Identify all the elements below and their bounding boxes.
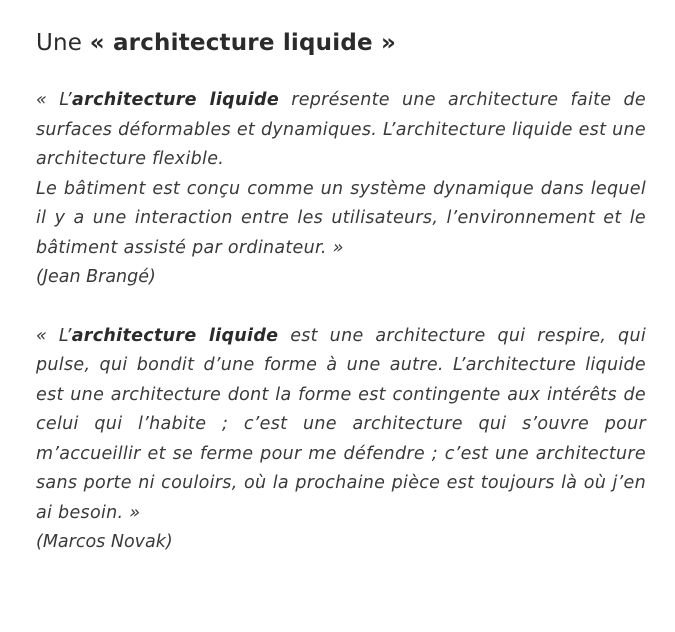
- quote-marcos-novak: [36, 322, 646, 529]
- document-page: [36, 30, 646, 558]
- title-highlight: « architecture liquide »: [89, 30, 397, 56]
- quote-jean-brange: [36, 86, 646, 175]
- quote2-emphasis: architecture liquide: [71, 325, 279, 346]
- quote1-open: « L’: [36, 90, 73, 110]
- title-prefix: Une: [36, 30, 90, 56]
- page-title: [36, 30, 646, 56]
- quote1-text: représente une architecture faite de surfaces déformables et dynamiques. L’architecture liquide est une architecture flexible.: [36, 90, 646, 169]
- quote2-text: est une architecture qui respire, qui pulse, qui bondit d’une forme à une autre. L’architecture liquide est une architecture dont la forme est contingente aux intérêts de celui qui l’habite ; c’est une architecture qui s’ouvre pour m’accueillir et se ferme pour me défendre ; c’est une architecture sans porte ni couloirs, où la prochaine pièce est toujours là où j’en ai besoin. »: [36, 325, 647, 523]
- quote-jean-brange-continued: [36, 175, 646, 264]
- quote1-emphasis: architecture liquide: [72, 90, 280, 110]
- quote2-author: (Marcos Novak): [36, 532, 173, 552]
- quote2-open: « L’: [36, 325, 72, 346]
- quote1-author: (Jean Brangé): [36, 267, 156, 287]
- spacer: [36, 293, 646, 322]
- quote1-paragraph2: Le bâtiment est conçu comme un système dynamique dans lequel il y a une interaction entre les utilisateurs, l’environnement et le bâtiment assisté par ordinateur. »: [36, 178, 646, 258]
